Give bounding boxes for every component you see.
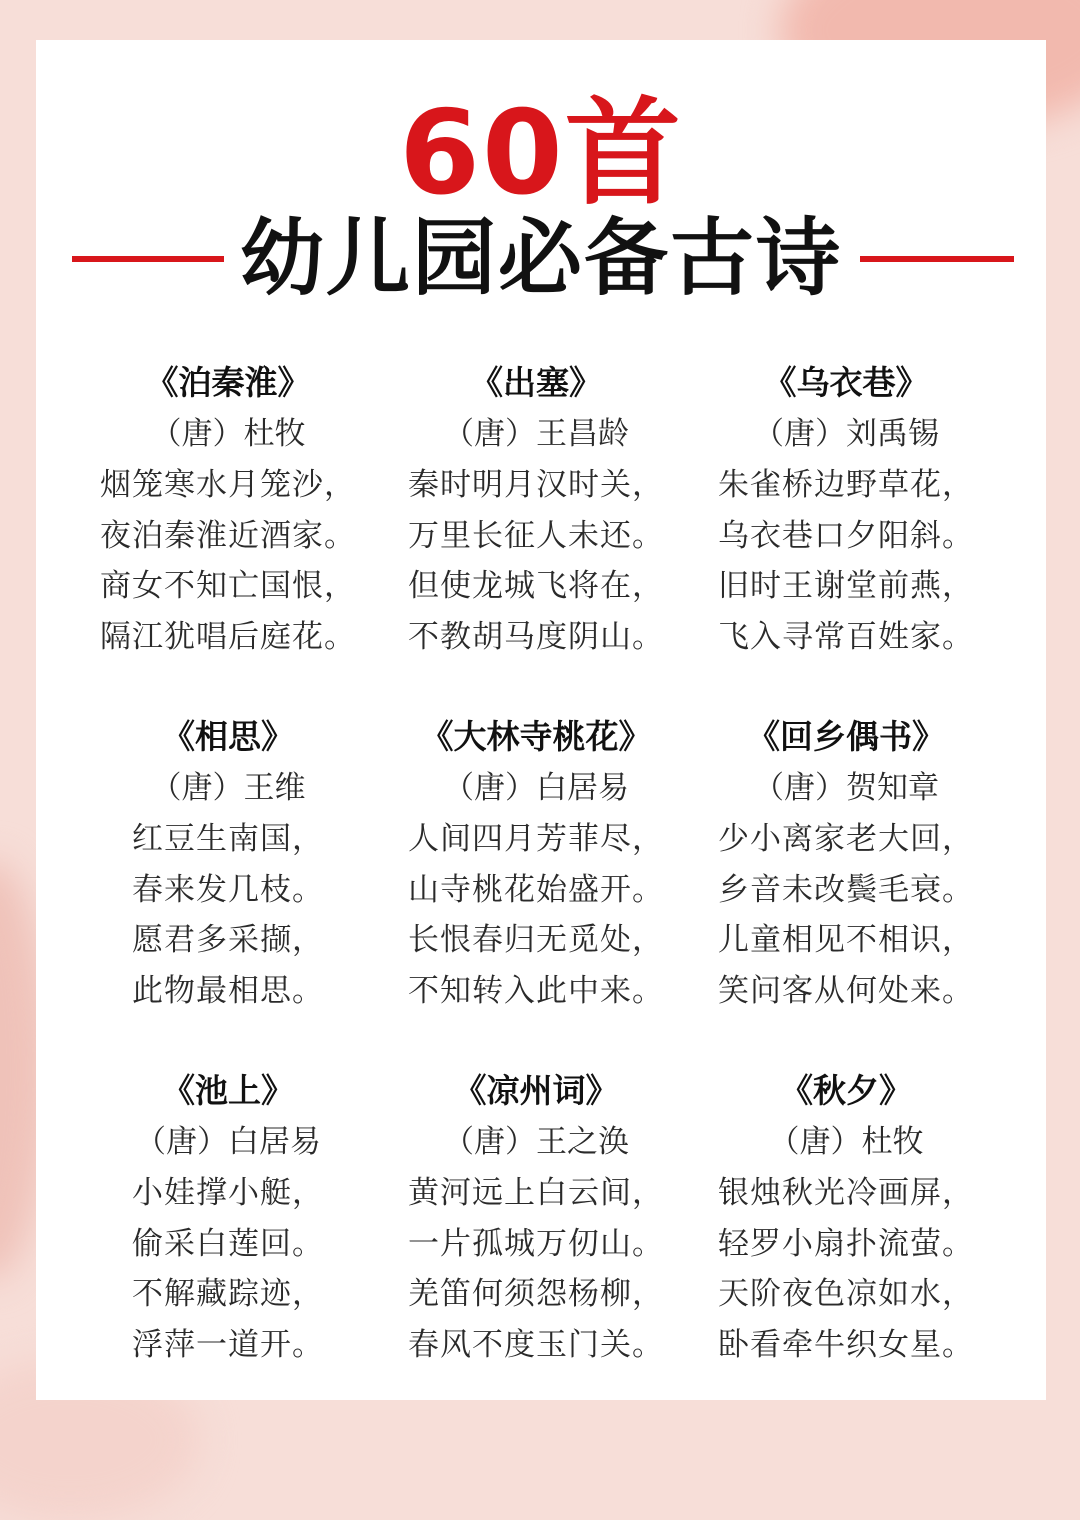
poem-line: 笑问客从何处来。 (718, 972, 974, 1009)
main-title: 60首 (399, 86, 683, 221)
poem-title: 《回乡偶书》 (747, 717, 945, 756)
poem-line: 春来发几枝。 (132, 871, 324, 908)
poem-line: 乌衣巷口夕阳斜。 (718, 517, 974, 554)
poem-block (686, 1066, 1006, 1370)
poem-author: （唐）王昌龄 (443, 416, 629, 452)
poem-title: 《相思》 (162, 717, 294, 756)
poem-line: 少小离家老大回， (718, 821, 974, 857)
poem-author: （唐）白居易 (443, 770, 629, 806)
poem-author: （唐）贺知章 (753, 770, 939, 806)
poem-line: 旧时王谢堂前燕， (718, 568, 974, 604)
subtitle-row (36, 208, 1046, 308)
poem-line: 愿君多采撷， (132, 922, 324, 958)
poem-title: 《大林寺桃花》 (420, 717, 652, 756)
poem-line: 春风不度玉门关。 (408, 1326, 664, 1363)
poem-author: （唐）王维 (150, 770, 306, 806)
poem-block (68, 358, 388, 662)
poem-line: 商女不知亡国恨， (100, 568, 356, 604)
poem-author: （唐）王之涣 (443, 1124, 629, 1160)
poem-line: 烟笼寒水月笼沙， (100, 467, 356, 503)
poem-line: 天阶夜色凉如水， (718, 1276, 974, 1312)
poem-author: （唐）白居易 (135, 1124, 321, 1160)
poem-author: （唐）杜牧 (150, 416, 306, 452)
poem-author: （唐）刘禹锡 (753, 416, 939, 452)
poem-title: 《出塞》 (470, 363, 602, 402)
poem-title: 《秋夕》 (780, 1071, 912, 1110)
poem-line: 黄河远上白云间， (408, 1175, 664, 1211)
poem-line: 银烛秋光冷画屏， (718, 1175, 974, 1211)
poem-line: 一片孤城万仞山。 (408, 1225, 664, 1262)
poem-line: 飞入寻常百姓家。 (718, 618, 974, 655)
poem-block (68, 712, 388, 1016)
subtitle-divider-right (860, 256, 1014, 262)
subtitle: 幼儿园必备古诗 (239, 209, 842, 307)
poem-line: 小娃撑小艇， (132, 1175, 324, 1211)
poem-line: 此物最相思。 (132, 972, 324, 1009)
poem-line: 乡音未改鬓毛衰。 (718, 871, 974, 908)
poem-line: 不解藏踪迹， (132, 1276, 324, 1312)
poem-line: 夜泊秦淮近酒家。 (100, 517, 356, 554)
poem-line: 浮萍一道开。 (132, 1326, 324, 1363)
poem-line: 轻罗小扇扑流萤。 (718, 1225, 974, 1262)
poem-title: 《乌衣巷》 (763, 363, 929, 402)
poem-line: 人间四月芳菲尽， (408, 821, 664, 857)
poem-line: 儿童相见不相识， (718, 922, 974, 958)
poem-block (376, 1066, 696, 1370)
poem-block (68, 1066, 388, 1370)
poem-card (36, 40, 1046, 1400)
poem-line: 不教胡马度阴山。 (408, 618, 664, 655)
poem-block (686, 712, 1006, 1016)
poem-title: 《泊秦淮》 (145, 363, 311, 402)
poem-line: 秦时明月汉时关， (408, 467, 664, 503)
poem-line: 长恨春归无觅处， (408, 922, 664, 958)
poem-line: 隔江犹唱后庭花。 (100, 618, 356, 655)
poem-line: 万里长征人未还。 (408, 517, 664, 554)
poem-line: 山寺桃花始盛开。 (408, 871, 664, 908)
poem-title: 《凉州词》 (453, 1071, 619, 1110)
poem-author: （唐）杜牧 (768, 1124, 924, 1160)
poem-line: 卧看牵牛织女星。 (718, 1326, 974, 1363)
poem-line: 羌笛何须怨杨柳， (408, 1276, 664, 1312)
poem-block (376, 358, 696, 662)
poem-block (376, 712, 696, 1016)
poem-line: 红豆生南国， (132, 821, 324, 857)
poem-line: 但使龙城飞将在， (408, 568, 664, 604)
poem-line: 不知转入此中来。 (408, 972, 664, 1009)
poem-block (686, 358, 1006, 662)
poem-line: 偷采白莲回。 (132, 1225, 324, 1262)
poem-title: 《池上》 (162, 1071, 294, 1110)
poem-line: 朱雀桥边野草花， (718, 467, 974, 503)
